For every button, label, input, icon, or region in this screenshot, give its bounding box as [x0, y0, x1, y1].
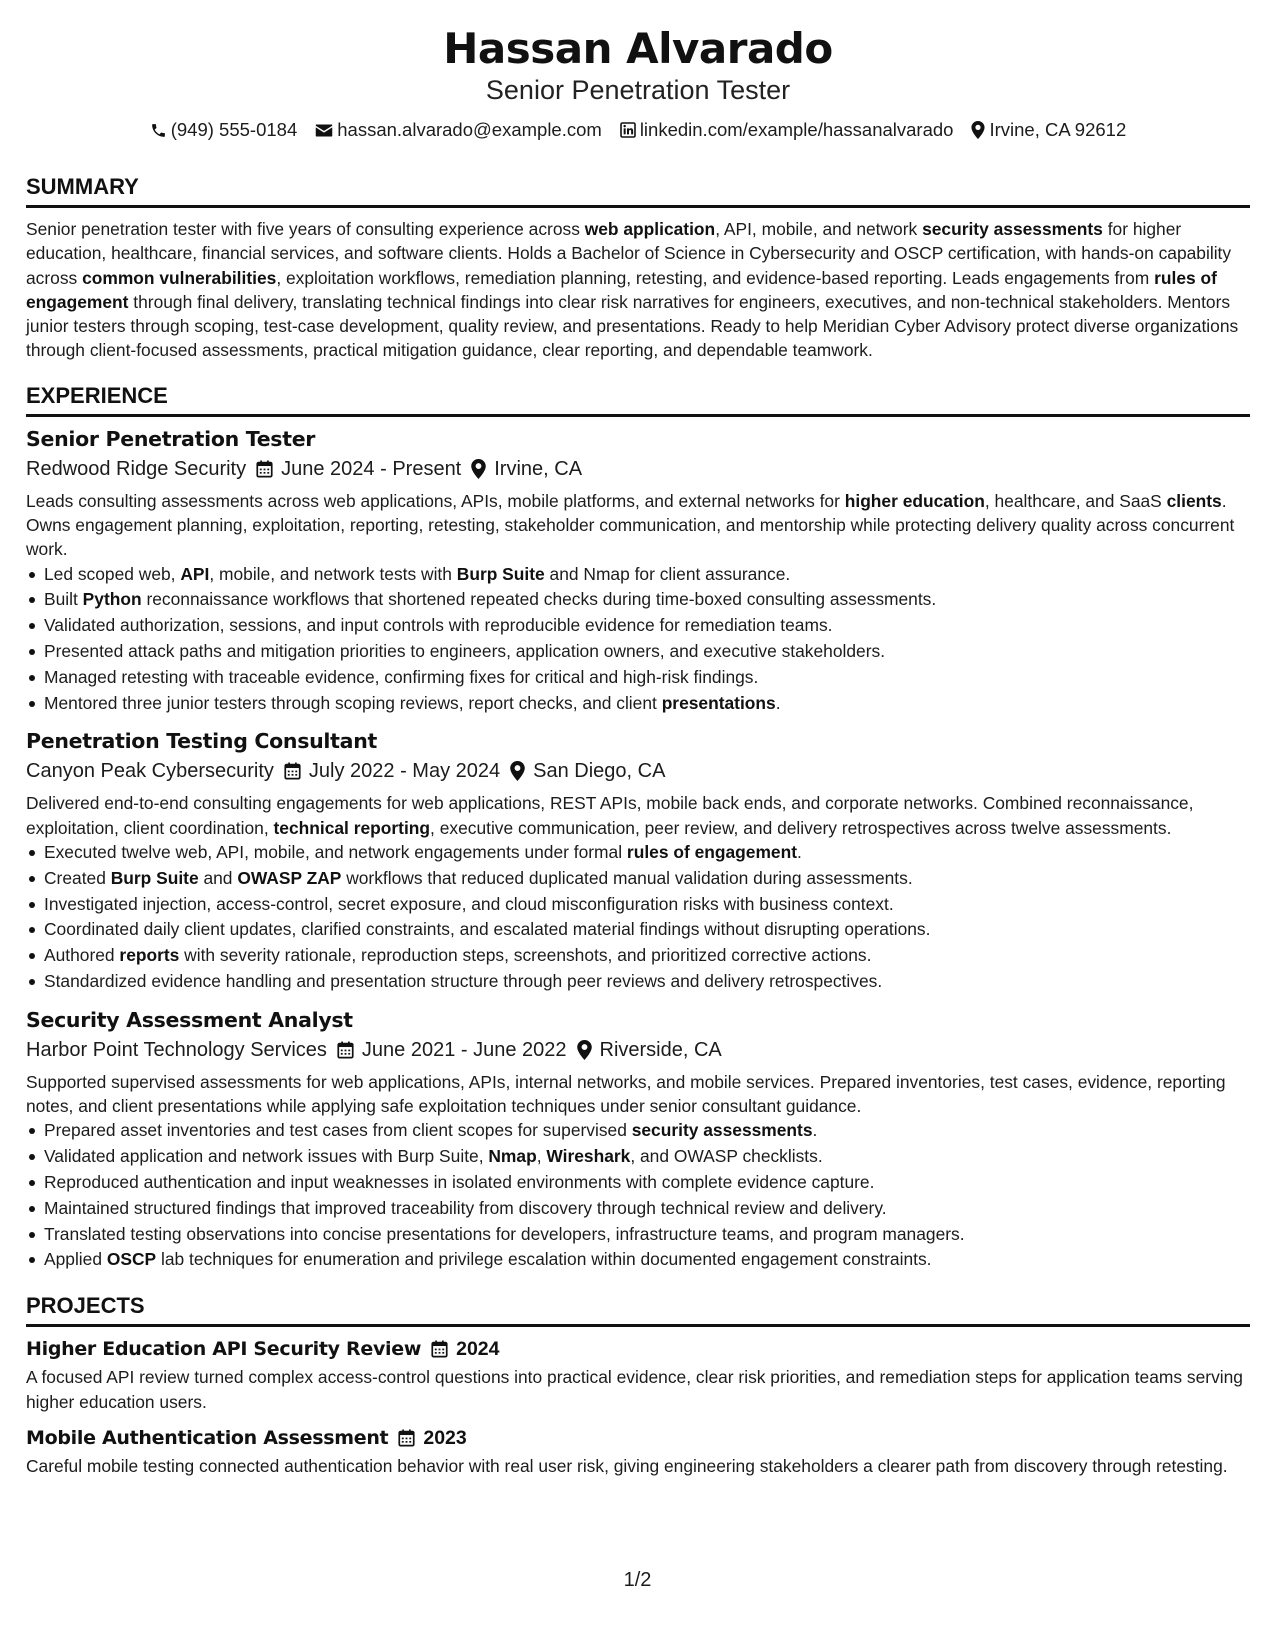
bullet-item: Created Burp Suite and OWASP ZAP workflows that reduced duplicated manual validation during assessments.: [26, 866, 1250, 892]
project-date: [431, 1336, 499, 1362]
bullet-item: Led scoped web, API, mobile, and network tests with Burp Suite and Nmap for client assurance.: [26, 562, 1250, 588]
job-description: Leads consulting assessments across web applications, APIs, mobile platforms, and external networks for higher education, healthcare, and SaaS clients. Owns engagement planning, exploitation, reporting, retesting, stakeholder communication, and mentorship while protecting delivery quality across concurrent work.: [26, 490, 1235, 560]
job-description: Supported supervised assessments for web applications, APIs, internal networks, and mobile services. Prepared inventories, test cases, evidence, reporting notes, and client presentations while applying safe exploitation techniques under senior consultant guidance.: [26, 1071, 1226, 1117]
contact-linkedin-text: linkedin.com/example/hassanalvarado: [639, 119, 954, 140]
project-header: [26, 1336, 1250, 1362]
bold-keyword: OSCP: [106, 1249, 157, 1270]
map-pin-icon: [971, 121, 985, 139]
job-meta: [26, 1036, 1250, 1064]
contact-location: [971, 118, 1126, 142]
projects-heading: PROJECTS: [26, 1293, 1250, 1327]
job-location: [577, 1036, 722, 1064]
contact-location-text: Irvine, CA 92612: [989, 119, 1127, 140]
phone-icon: [150, 122, 167, 139]
job-location-text: Irvine, CA: [494, 457, 583, 480]
bold-keyword: web application: [584, 219, 716, 239]
project-list: [26, 1336, 1250, 1478]
job-dates-text: June 2024 - Present: [281, 457, 462, 480]
bullet-item: Investigated injection, access-control, secret exposure, and cloud misconfiguration risks with business context.: [26, 892, 1250, 918]
job-location: [471, 455, 582, 483]
job-company: Canyon Peak Cybersecurity: [26, 760, 274, 783]
candidate-name: Hassan Alvarado: [443, 24, 833, 73]
project-date: [398, 1425, 466, 1451]
experience-heading: EXPERIENCE: [26, 383, 1250, 417]
bold-keyword: clients: [1166, 490, 1222, 511]
contact-email-text: hassan.alvarado@example.com: [337, 119, 602, 140]
bullet-item: Presented attack paths and mitigation priorities to engineers, application owners, and executive stakeholders.: [26, 639, 1250, 665]
job-dates: [284, 757, 500, 785]
contact-bar: [26, 118, 1250, 142]
project-entry: [26, 1425, 1250, 1478]
bullet-item: Reproduced authentication and input weaknesses in isolated environments with complete evidence capture.: [26, 1170, 1250, 1196]
bullet-item: Managed retesting with traceable evidence, confirming fixes for critical and high-risk findings.: [26, 665, 1250, 691]
job-company: Redwood Ridge Security: [26, 457, 247, 480]
bold-keyword: Nmap: [488, 1146, 537, 1167]
page-number: 1/2: [623, 1569, 652, 1591]
project-header: [26, 1425, 1250, 1451]
contact-linkedin[interactable]: [620, 118, 954, 142]
calendar-icon: [398, 1429, 415, 1447]
bold-keyword: Python: [82, 589, 142, 610]
bold-keyword: technical reporting: [273, 817, 431, 838]
job-location: [510, 757, 665, 785]
bold-keyword: Wireshark: [546, 1146, 631, 1167]
job-title: Security Assessment Analyst: [26, 1007, 353, 1032]
job-bullets: [26, 1118, 1250, 1273]
summary-section: [26, 174, 1250, 363]
bullet-item: Validated authorization, sessions, and input controls with reproducible evidence for remediation teams.: [26, 613, 1250, 639]
contact-phone-text: (949) 555-0184: [170, 119, 298, 140]
summary-heading: SUMMARY: [26, 174, 1250, 208]
candidate-title: Senior Penetration Tester: [485, 75, 791, 105]
bullet-item: Prepared asset inventories and test cases from client scopes for supervised security assessments.: [26, 1118, 1250, 1144]
project-title: Mobile Authentication Assessment: [26, 1426, 389, 1449]
bullet-item: Standardized evidence handling and presentation structure through peer reviews and delivery retrospectives.: [26, 969, 1250, 995]
bullet-item: Translated testing observations into concise presentations for developers, infrastructure teams, and program managers.: [26, 1222, 1250, 1248]
job-meta: [26, 757, 1250, 785]
bullet-item: Authored reports with severity rationale, reproduction steps, screenshots, and prioritized corrective actions.: [26, 943, 1250, 969]
bold-keyword: API: [180, 563, 210, 584]
job-entry: [26, 426, 1250, 717]
map-pin-icon: [471, 459, 486, 479]
contact-phone[interactable]: [150, 118, 298, 142]
job-company: Harbor Point Technology Services: [26, 1038, 327, 1061]
bullet-item: Coordinated daily client updates, clarified constraints, and escalated material findings without disrupting operations.: [26, 917, 1250, 943]
job-bullets: [26, 840, 1250, 995]
job-dates: [337, 1036, 567, 1064]
summary-text: Senior penetration tester with five years of consulting experience across web application, API, mobile, and network security assessments for higher education, healthcare, financial services, and software clients. Holds a Bachelor of Science in Cybersecurity and OSCP certification, with hands-on capability across common vulnerabilities, exploitation workflows, remediation planning, retesting, and evidence-based reporting. Leads engagements from rules of engagement through final delivery, translating technical findings into clear risk narratives for engineers, executives, and non-technical stakeholders. Mentors junior testers through scoping, test-case development, quality review, and presentations. Ready to help Meridian Cyber Advisory protect diverse organizations through client-focused assessments, practical mitigation guidance, clear reporting, and dependable teamwork.: [26, 219, 1239, 361]
map-pin-icon: [510, 761, 525, 781]
job-location-text: Riverside, CA: [599, 1038, 722, 1061]
job-dates-text: June 2021 - June 2022: [361, 1038, 567, 1061]
job-title: Penetration Testing Consultant: [26, 729, 377, 754]
contact-email[interactable]: [315, 118, 602, 142]
job-dates-text: July 2022 - May 2024: [308, 760, 501, 783]
bold-keyword: common vulnerabilities: [82, 267, 277, 288]
job-title: Senior Penetration Tester: [26, 426, 316, 451]
bullet-item: Maintained structured findings that improved traceability from discovery through technical review and delivery.: [26, 1196, 1250, 1222]
bold-keyword: reports: [119, 945, 180, 966]
linkedin-icon: [620, 122, 636, 138]
job-description: Delivered end-to-end consulting engagements for web applications, REST APIs, mobile back ends, and corporate networks. Combined reconnaissance, exploitation, client coordination, technical reporting, executive communication, peer review, and delivery retrospectives across twelve assessments.: [26, 793, 1194, 838]
bullet-item: Validated application and network issues with Burp Suite, Nmap, Wireshark, and OWASP checklists.: [26, 1144, 1250, 1170]
project-year: 2024: [456, 1338, 500, 1361]
bullet-item: Executed twelve web, API, mobile, and network engagements under formal rules of engagement.: [26, 840, 1250, 866]
project-description: Careful mobile testing connected authentication behavior with real user risk, giving engineering stakeholders a clearer path from discovery through retesting.: [26, 1455, 1228, 1476]
bold-keyword: higher education: [844, 490, 985, 511]
job-meta: [26, 455, 1250, 483]
bold-keyword: Burp Suite: [110, 867, 199, 888]
bold-keyword: security assessments: [922, 219, 1103, 239]
projects-section: [26, 1293, 1250, 1478]
bold-keyword: security assessments: [631, 1120, 813, 1141]
project-description: A focused API review turned complex access-control questions into practical evidence, clear risk priorities, and remediation steps for application teams serving higher education users.: [26, 1367, 1243, 1412]
job-location-text: San Diego, CA: [533, 760, 666, 783]
bold-keyword: rules of engagement: [26, 267, 1217, 312]
bullet-item: Applied OSCP lab techniques for enumeration and privilege escalation within documented engagement constraints.: [26, 1247, 1250, 1273]
job-entry: [26, 728, 1250, 994]
calendar-icon: [256, 460, 273, 478]
job-dates: [256, 455, 461, 483]
envelope-icon: [315, 123, 333, 138]
project-title: Higher Education API Security Review: [26, 1338, 422, 1361]
bold-keyword: Burp Suite: [456, 563, 545, 584]
job-entry: [26, 1007, 1250, 1273]
project-year: 2023: [423, 1426, 467, 1449]
bullet-item: Mentored three junior testers through scoping reviews, report checks, and client presentations.: [26, 691, 1250, 717]
job-bullets: [26, 562, 1250, 717]
calendar-icon: [431, 1340, 448, 1358]
calendar-icon: [284, 762, 301, 780]
project-entry: [26, 1336, 1250, 1414]
map-pin-icon: [577, 1040, 592, 1060]
bold-keyword: rules of engagement: [626, 842, 797, 863]
job-list: [26, 426, 1250, 1273]
experience-section: [26, 383, 1250, 1273]
resume-page: [26, 0, 1250, 1489]
bold-keyword: OWASP ZAP: [237, 867, 342, 888]
bullet-item: Built Python reconnaissance workflows that shortened repeated checks during time-boxed consulting assessments.: [26, 587, 1250, 613]
calendar-icon: [337, 1041, 354, 1059]
bold-keyword: presentations: [661, 692, 776, 713]
